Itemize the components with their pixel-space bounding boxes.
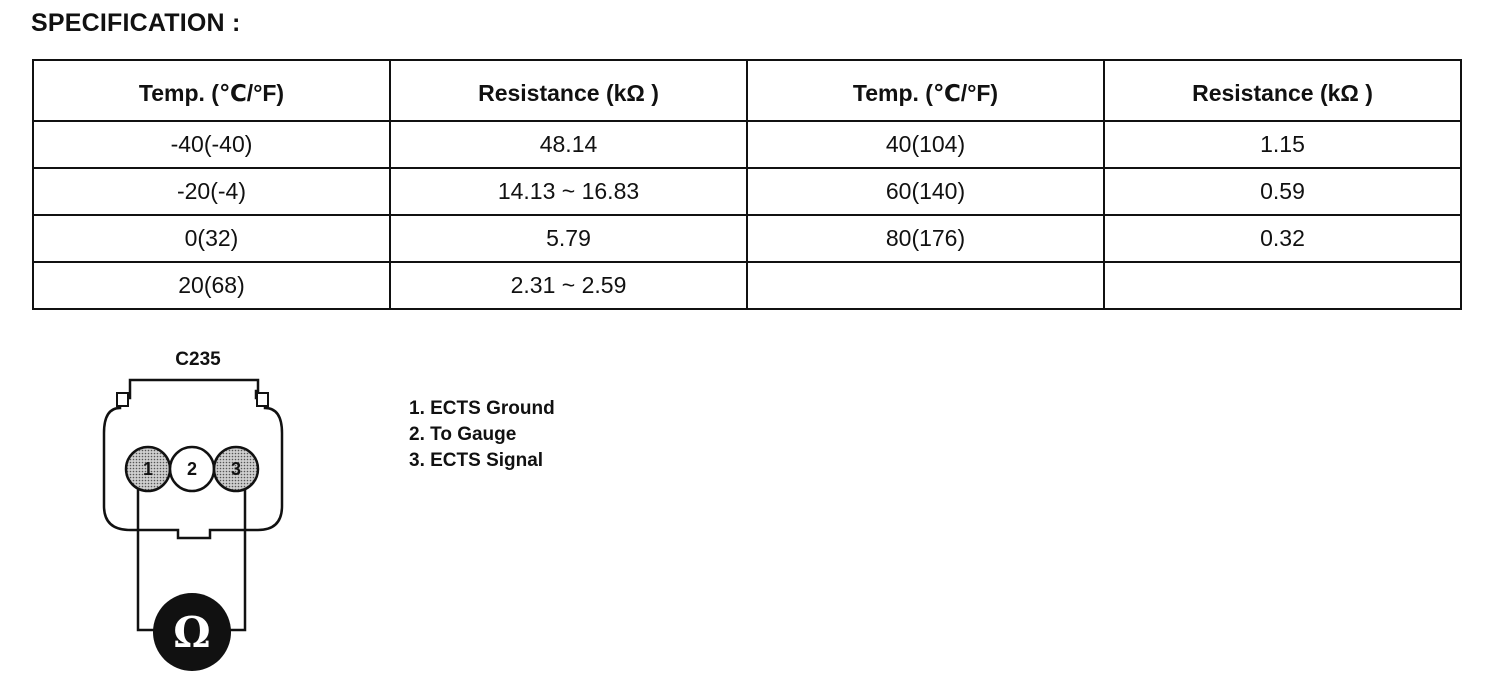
ohm-symbol: Ω (173, 608, 211, 657)
column-header-resistance-2: Resistance (kΩ ) (1104, 60, 1461, 121)
table-row (33, 168, 1461, 215)
ohmmeter-icon (153, 593, 231, 671)
pin-3 (214, 447, 258, 491)
svg-text:2: 2 (186, 459, 198, 479)
pin-1 (126, 447, 170, 491)
connector-label: C235 (175, 349, 221, 370)
table-cell: 0.32 (1104, 215, 1461, 262)
column-header-temp-1: Temp. (℃/°F) (33, 60, 390, 121)
table-row (33, 215, 1461, 262)
pin-legend-item: 3. ECTS Signal (409, 450, 544, 471)
pin-legend-item: 1. ECTS Ground (409, 398, 555, 419)
table-cell: 40(104) (747, 121, 1104, 168)
table-cell: 48.14 (390, 121, 747, 168)
table-cell (747, 262, 1104, 309)
table-row (33, 262, 1461, 309)
column-header-resistance-1: Resistance (kΩ ) (390, 60, 747, 121)
pin-legend-item: 2. To Gauge (409, 424, 517, 445)
connector-diagram-svg (90, 338, 320, 678)
svg-text:1: 1 (142, 459, 154, 479)
spec-title: SPECIFICATION : (31, 9, 241, 37)
table-cell: 1.15 (1104, 121, 1461, 168)
connector-latch-right (257, 393, 268, 406)
resistance-spec-table (32, 59, 1462, 310)
table-cell: -20(-4) (33, 168, 390, 215)
table-cell: 14.13 ~ 16.83 (390, 168, 747, 215)
table-cell: 2.31 ~ 2.59 (390, 262, 747, 309)
table-cell (1104, 262, 1461, 309)
table-cell: 0.59 (1104, 168, 1461, 215)
connector-latch-left (117, 393, 128, 406)
meter-lead-left (138, 478, 162, 630)
table-cell: 0(32) (33, 215, 390, 262)
meter-lead-right (230, 478, 245, 630)
table-cell: 20(68) (33, 262, 390, 309)
table-cell: 5.79 (390, 215, 747, 262)
connector-diagram (90, 338, 320, 678)
pin-legend (409, 396, 555, 474)
table-cell: 80(176) (747, 215, 1104, 262)
table-cell: -40(-40) (33, 121, 390, 168)
pin-2 (170, 447, 214, 491)
table-row (33, 121, 1461, 168)
svg-text:3: 3 (230, 459, 242, 479)
column-header-temp-2: Temp. (℃/°F) (747, 60, 1104, 121)
table-cell: 60(140) (747, 168, 1104, 215)
table-header-row (33, 60, 1461, 121)
